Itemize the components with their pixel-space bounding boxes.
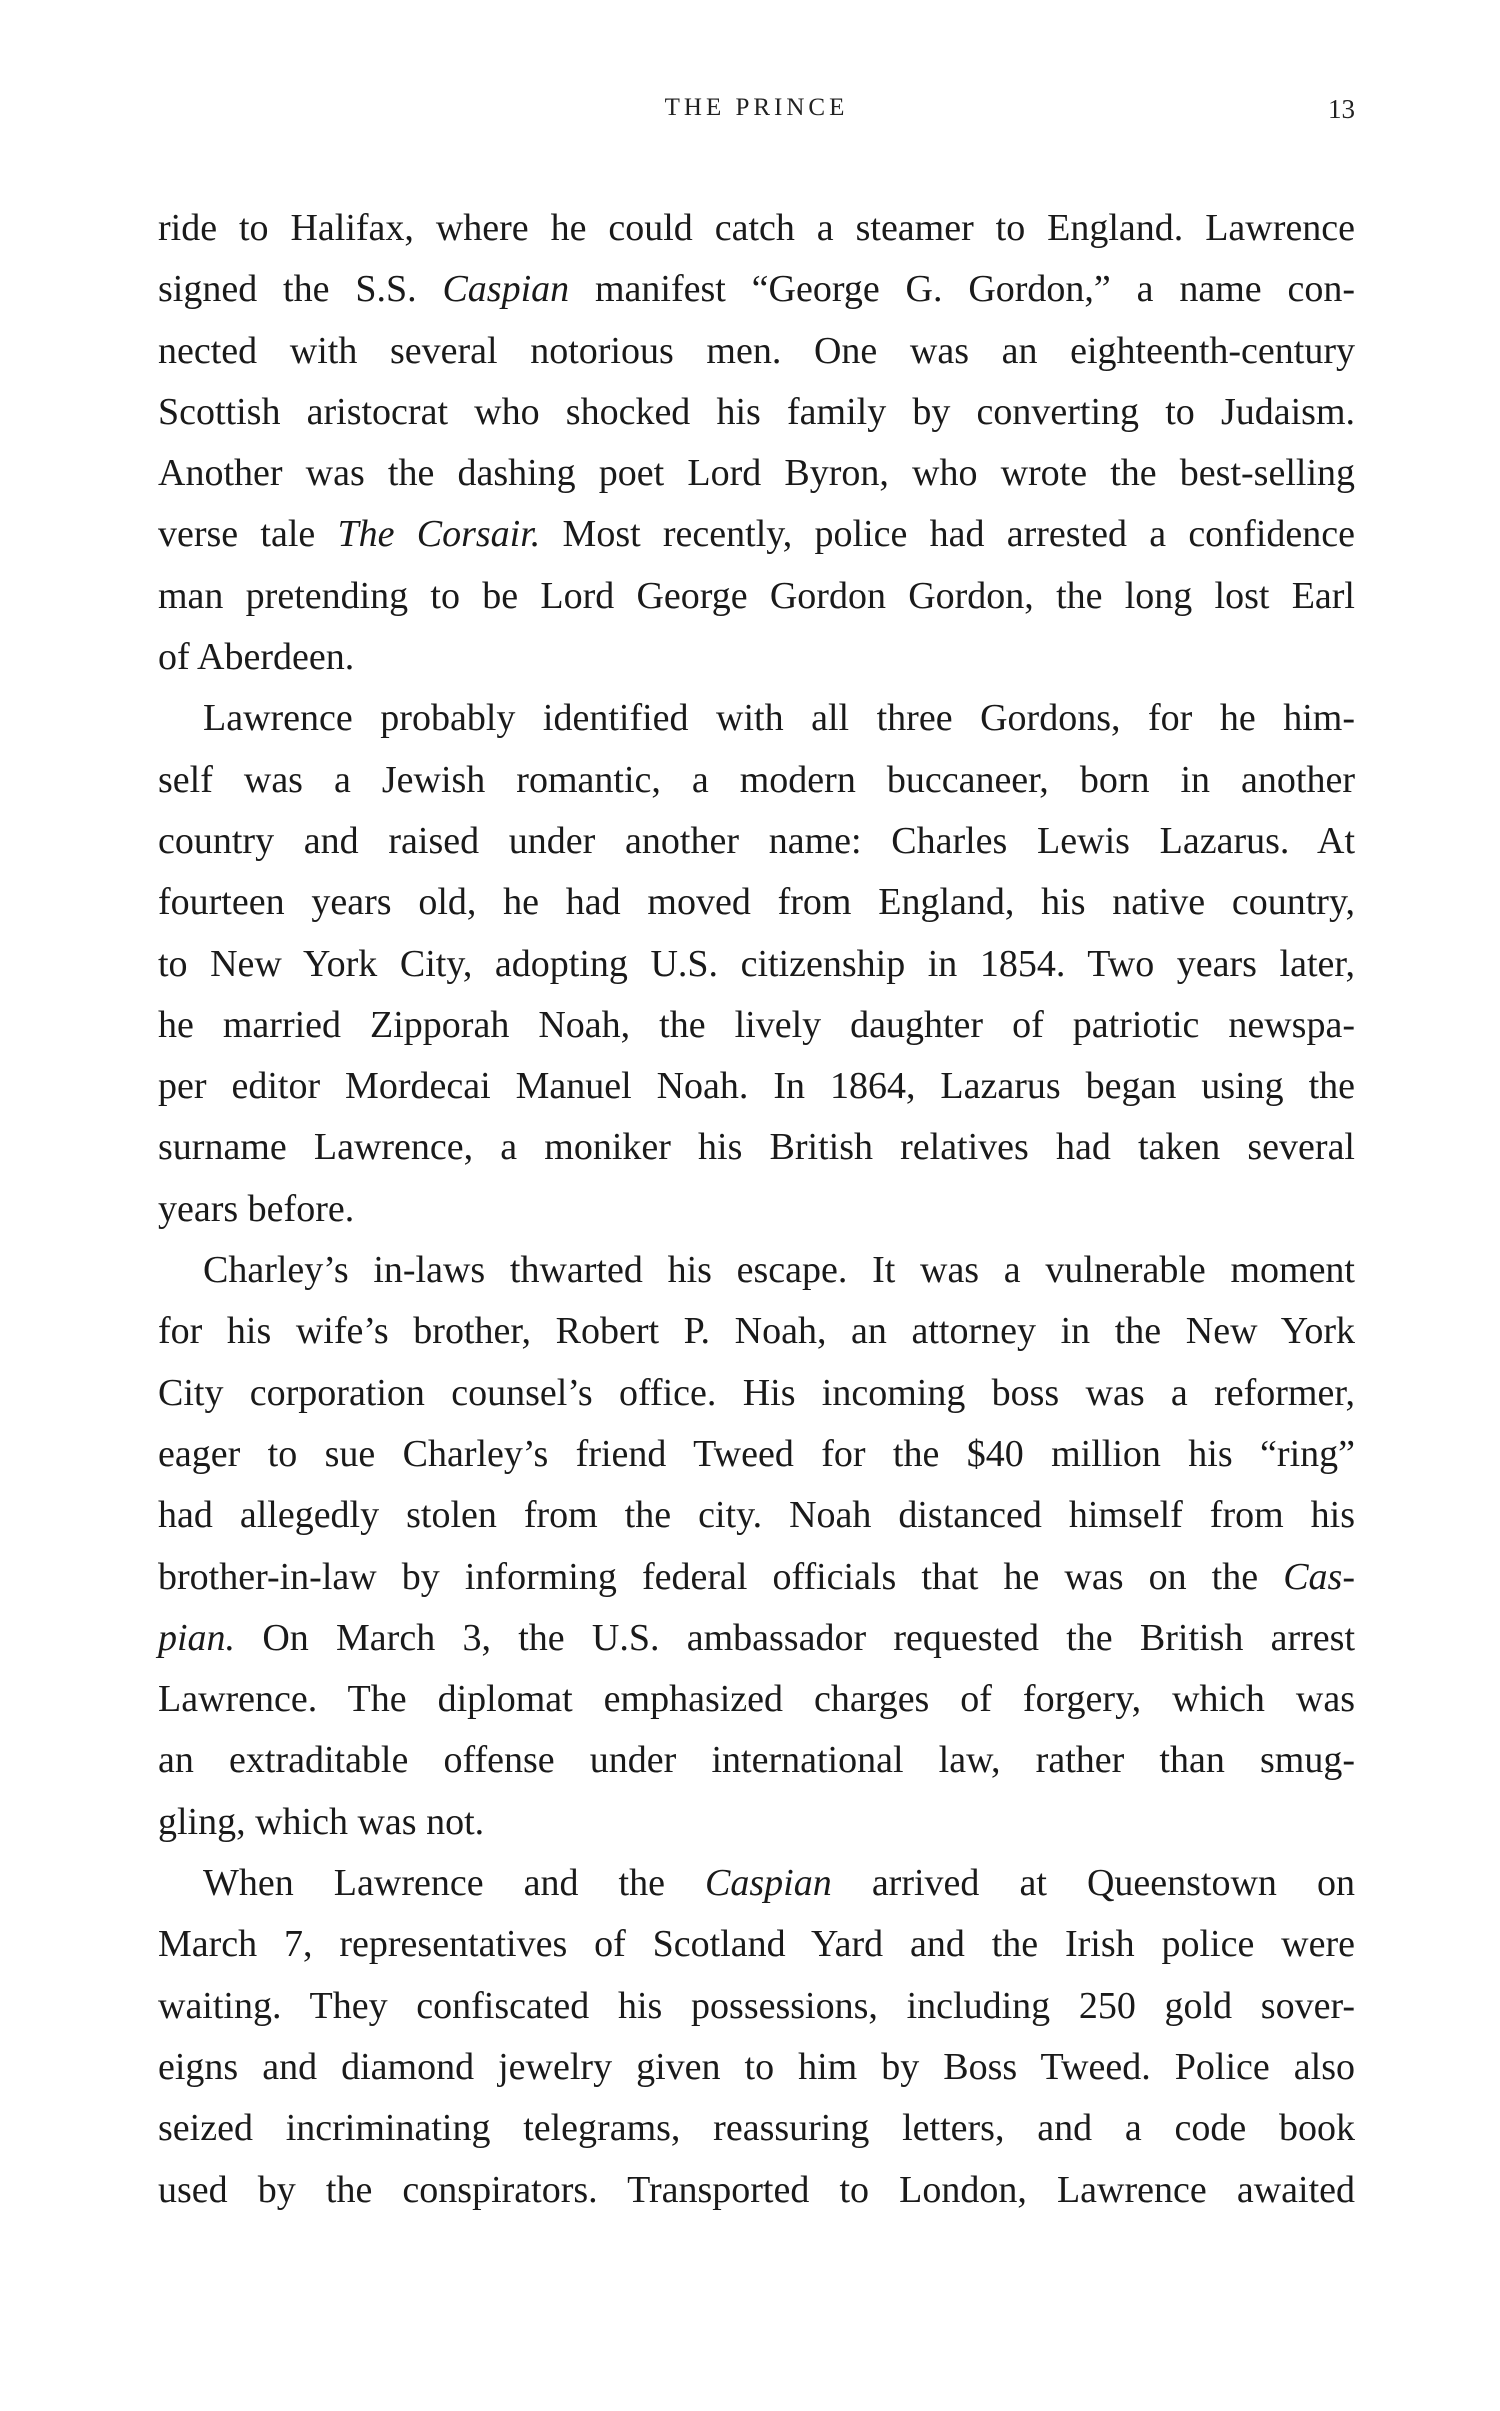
text-line — [158, 627, 1355, 688]
text-run: Lawrence. The diplomat emphasized charges of forgery, which was — [158, 1678, 1355, 1721]
text-run: verse tale — [158, 513, 338, 556]
text-run: arrived at Queenstown on — [831, 1862, 1355, 1905]
text-run: eager to sue Charley’s friend Tweed for the $40 million his “ring” — [158, 1432, 1355, 1475]
text-run: of Aberdeen. — [158, 636, 355, 679]
text-run: self was a Jewish romantic, a modern buccaneer, born in another — [158, 758, 1355, 801]
text-run: man pretending to be Lord George Gordon Gordon, the long lost Earl — [158, 574, 1355, 617]
text-run: waiting. They confiscated his possessions, including 250 gold sover- — [158, 1984, 1355, 2027]
text-line — [158, 1976, 1355, 2037]
text-line — [158, 872, 1355, 933]
text-line — [158, 1730, 1355, 1791]
text-run: gling, which was not. — [158, 1800, 485, 1843]
text-line — [158, 2037, 1355, 2098]
text-line — [158, 1117, 1355, 1178]
text-run: per editor Mordecai Manuel Noah. In 1864, Lazarus began using the — [158, 1065, 1355, 1108]
text-line — [158, 1424, 1355, 1485]
text-run: to New York City, adopting U.S. citizenship in 1854. Two years later, — [158, 942, 1355, 985]
text-run: an extraditable offense under international law, rather than smug- — [158, 1739, 1355, 1782]
body-text — [158, 198, 1355, 2221]
text-run: Charley’s in-laws thwarted his escape. It was a vulnerable moment — [203, 1249, 1355, 1292]
text-line — [158, 1914, 1355, 1975]
text-line — [158, 995, 1355, 1056]
text-line — [158, 1485, 1355, 1546]
text-line — [158, 1301, 1355, 1362]
text-run: March 7, representatives of Scotland Yard and the Irish police were — [158, 1923, 1355, 1966]
text-run: When Lawrence and the — [203, 1862, 706, 1905]
text-line — [158, 1608, 1355, 1669]
italic-text: The Corsair. — [337, 513, 541, 556]
text-line — [158, 259, 1355, 320]
text-run: ride to Halifax, where he could catch a steamer to England. Lawrence — [158, 207, 1355, 249]
text-line — [158, 750, 1355, 811]
text-run: signed the S.S. — [158, 268, 443, 311]
text-run: for his wife’s brother, Robert P. Noah, an attorney in the New York — [158, 1310, 1355, 1353]
italic-text: pian. — [158, 1616, 236, 1659]
text-run: Lawrence probably identified with all three Gordons, for he him- — [203, 697, 1355, 740]
text-line — [158, 566, 1355, 627]
text-run: brother-in-law by informing federal officials that he was on the — [158, 1555, 1284, 1598]
text-line — [158, 1547, 1355, 1608]
text-run: surname Lawrence, a moniker his British relatives had taken several — [158, 1126, 1355, 1169]
text-run: On March 3, the U.S. ambassador requested the British arrest — [235, 1616, 1355, 1659]
text-run: he married Zipporah Noah, the lively daughter of patriotic newspa- — [158, 1003, 1355, 1046]
running-head — [158, 94, 1355, 134]
text-run: seized incriminating telegrams, reassuring letters, and a code book — [158, 2107, 1355, 2150]
text-line — [158, 443, 1355, 504]
text-run: nected with several notorious men. One was an eighteenth-century — [158, 329, 1355, 372]
text-line — [158, 934, 1355, 995]
text-line — [158, 1669, 1355, 1730]
text-line — [158, 321, 1355, 382]
page-number: 13 — [1328, 94, 1355, 124]
text-line — [158, 811, 1355, 872]
italic-text: Caspian — [705, 1862, 832, 1905]
text-line — [158, 1240, 1355, 1301]
italic-text: Cas- — [1283, 1555, 1355, 1598]
text-run: had allegedly stolen from the city. Noah distanced himself from his — [158, 1494, 1355, 1537]
text-run: country and raised under another name: Charles Lewis Lazarus. At — [158, 819, 1355, 862]
text-line — [158, 2098, 1355, 2159]
text-line — [158, 382, 1355, 443]
text-run: City corporation counsel’s office. His incoming boss was a reformer, — [158, 1371, 1355, 1414]
text-line — [158, 1792, 1355, 1853]
text-line — [158, 1179, 1355, 1240]
text-run: used by the conspirators. Transported to London, Lawrence awaited — [158, 2168, 1355, 2211]
text-run: Most recently, police had arrested a confidence — [540, 513, 1355, 556]
text-run: Another was the dashing poet Lord Byron, who wrote the best-selling — [158, 452, 1355, 495]
text-line — [158, 688, 1355, 749]
text-line — [158, 1363, 1355, 1424]
text-line — [158, 2160, 1355, 2221]
italic-text: Caspian — [442, 268, 570, 311]
running-title: THE PRINCE — [664, 94, 849, 121]
text-run: Scottish aristocrat who shocked his family by converting to Judaism. — [158, 390, 1355, 433]
text-line — [158, 504, 1355, 565]
text-run: fourteen years old, he had moved from England, his native country, — [158, 881, 1355, 924]
text-line — [158, 1853, 1355, 1914]
text-line — [158, 198, 1355, 259]
text-run: years before. — [158, 1187, 355, 1230]
text-run: eigns and diamond jewelry given to him by Boss Tweed. Police also — [158, 2045, 1355, 2088]
text-line — [158, 1056, 1355, 1117]
text-run: manifest “George G. Gordon,” a name con- — [569, 268, 1355, 311]
